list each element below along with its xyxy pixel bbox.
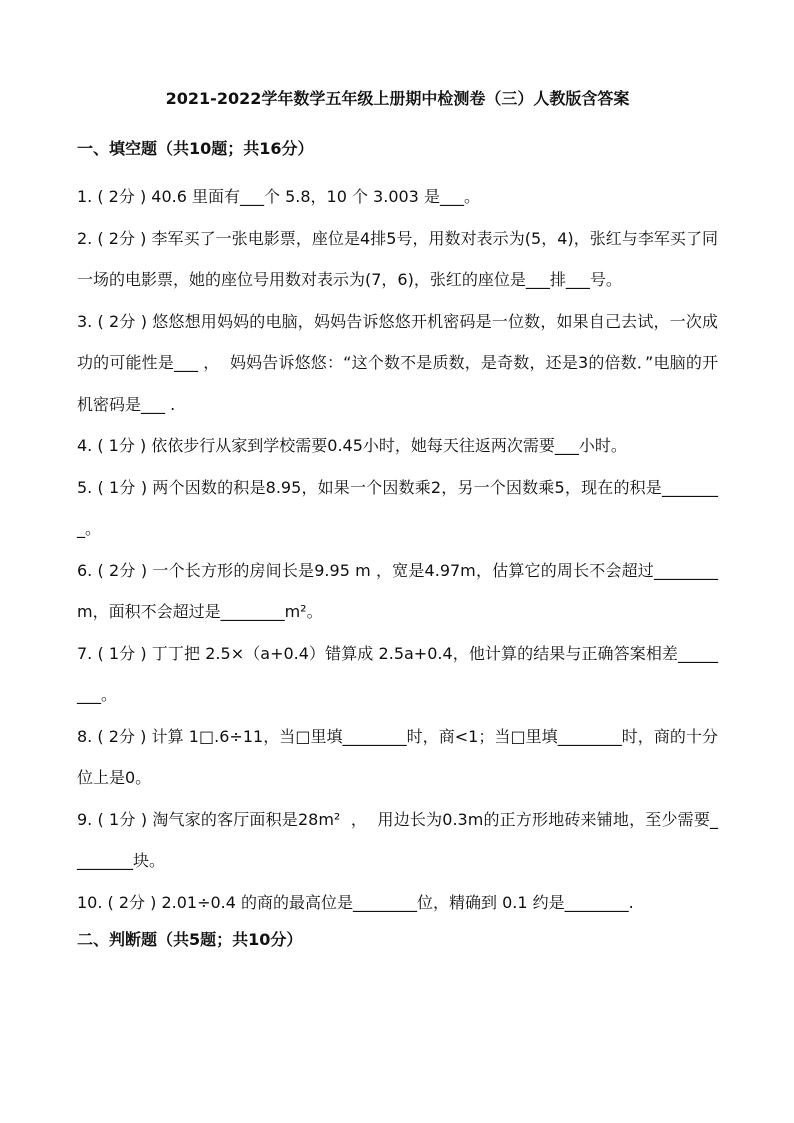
question-9: 9. ( 1分 ) 淘气家的客厅面积是28m² ， 用边长为0.3m的正方形地砖来铺地，至少需要________块。 xyxy=(77,809,718,870)
question-3: 3. ( 2分 ) 悠悠想用妈妈的电脑，妈妈告诉悠悠开机密码是一位数，如果自己去试，一次成功的可能性是___ ， 妈妈告诉悠悠：“这个数不是质数，是奇数，还是3的倍数．”电脑的开机密码是___ . xyxy=(77,311,718,414)
question-4: 4. ( 1分 ) 依依步行从家到学校需要0.45小时，她每天往返两次需要___小时。 xyxy=(77,436,627,455)
question-6: 6. ( 2分 ) 一个长方形的房间长是9.95 m ，宽是4.97m，估算它的周长不会超过________m，面积不会超过是________m²。 xyxy=(77,560,718,621)
section-heading-true-false: 二、判断题（共5题；共10分） xyxy=(77,930,303,949)
question-7: 7. ( 1分 ) 丁丁把 2.5×（a+0.4）错算成 2.5a+0.4，他计算的结果与正确答案相差________。 xyxy=(77,643,718,704)
document-title: 2021-2022学年数学五年级上册期中检测卷（三）人教版含答案 xyxy=(165,89,630,108)
question-8: 8. ( 2分 ) 计算 1□.6÷11，当□里填________时，商<1；当□里填________时，商的十分位上是0。 xyxy=(77,726,718,787)
question-10: 10. ( 2分 ) 2.01÷0.4 的商的最高位是________位，精确到 0.1 约是________. xyxy=(77,892,634,912)
question-5: 5. ( 1分 ) 两个因数的积是8.95，如果一个因数乘2，另一个因数乘5，现在的积是________。 xyxy=(77,477,718,538)
question-2: 2. ( 2分 ) 李军买了一张电影票，座位是4排5号，用数对表示为(5，4)，张红与李军买了同一场的电影票，她的座位号用数对表示为(7，6)，张红的座位是___排___号。 xyxy=(77,228,718,289)
section-heading-fill-blank: 一、填空题（共10题；共16分） xyxy=(77,139,314,158)
question-1: 1. ( 2分 ) 40.6 里面有___个 5.8，10 个 3.003 是___。 xyxy=(77,187,480,206)
